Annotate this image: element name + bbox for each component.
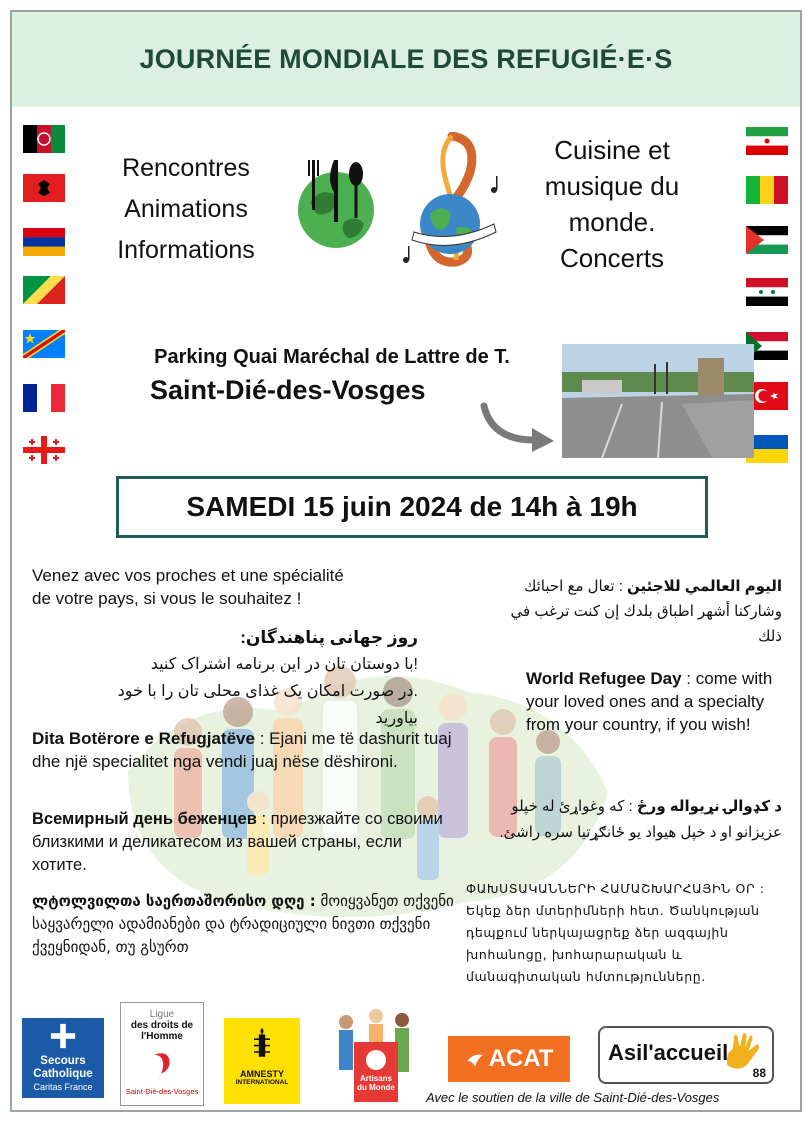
arabic-body: : تعال مع احبائك وشاركنا أشهر اطباق بلدك إن كنت ترغب في ذلك xyxy=(510,578,782,645)
poster xyxy=(10,10,802,1112)
russian-title: Всемирный день беженцев xyxy=(32,810,257,828)
ldh-line-3: l'Homme xyxy=(141,1031,183,1042)
dr-congo-flag xyxy=(23,330,65,358)
ldh-line-4: Saint-Dié-des-Vosges xyxy=(125,1087,199,1096)
location xyxy=(102,346,562,406)
georgia-flag xyxy=(23,436,65,464)
farsi-title: روز جهانی پناهندگان: xyxy=(240,628,418,647)
armenian-text: ՓԱԽՍՏԱԿԱՆՆԵՐԻ ՀԱՄԱՇԽԱՐՀԱՅԻՆ ՕՐ : Եկեք ձեր մտերիմների հետ. Ծանկության դեպքում ներկայացրեք ձեր ազգային խոհանոցը, խոհարարական և մանագիտական հմտությունները. xyxy=(466,881,765,984)
food-music-line-4: Concerts xyxy=(559,243,665,273)
arabic-title: اليوم العالمي للاجئين xyxy=(627,578,782,595)
georgian-text xyxy=(32,890,460,959)
activities-text xyxy=(100,148,272,271)
amnesty-line-1: AMNESTY xyxy=(239,1069,284,1079)
armenia-flag xyxy=(23,228,65,256)
food-music-line-3: monde. xyxy=(568,207,656,237)
asil-accueil-logo xyxy=(598,1026,774,1084)
secours-line-1: Secours xyxy=(40,1055,86,1067)
artisans-text xyxy=(354,1074,398,1092)
albanian-text xyxy=(32,727,464,773)
parking-photo xyxy=(562,344,754,458)
food-music-line-1: Cuisine et xyxy=(554,135,670,165)
page-title: JOURNÉE MONDIALE DES REFUGIÉ·E·S xyxy=(139,44,673,74)
location-address: Parking Quai Maréchal de Lattre de T. xyxy=(154,346,510,368)
syria-flag xyxy=(746,278,788,306)
pashto-body: : که وغواړئ له خپلو عزیزانو او د خپل هیواد یو ځانګړتیا سره راشئ. xyxy=(499,798,782,841)
albanian-body: : Ejani me të dashurit tuaj dhe një specialitet nga vendi juaj nëse dëshironi. xyxy=(32,729,452,771)
farsi-line-2: .در صورت امکان یک غذای محلی تان را با خود بیاورید xyxy=(117,683,418,727)
title-banner xyxy=(12,12,800,107)
music-globe-icon xyxy=(396,132,504,272)
event-date-box xyxy=(116,476,708,538)
candle-icon xyxy=(250,1024,274,1064)
artisans-line-1: Artisans xyxy=(359,1074,392,1083)
ldh-symbol-icon xyxy=(149,1048,175,1082)
ldh-line-1: Ligue xyxy=(149,1009,175,1020)
artisans-du-monde-logo xyxy=(330,1002,420,1106)
arabic-text xyxy=(510,574,782,649)
pashto-text xyxy=(488,794,782,846)
iran-flag xyxy=(746,127,788,155)
georgian-title: ლტოლვილთა საერთაშორისო დღე : xyxy=(32,892,316,910)
acat-bird-icon xyxy=(465,1049,485,1069)
activities-line-2: Animations xyxy=(124,195,248,223)
afghanistan-flag xyxy=(23,125,65,153)
food-music-line-2: musique du xyxy=(544,171,680,201)
arrow-icon xyxy=(478,400,558,456)
mali-flag xyxy=(746,176,788,204)
congo-flag xyxy=(23,276,65,304)
food-music-text xyxy=(524,132,700,276)
food-globe-icon xyxy=(290,152,382,252)
france-flag xyxy=(23,384,65,412)
secours-line-2: Catholique xyxy=(33,1068,93,1080)
asil-number: 88 xyxy=(752,1066,766,1080)
english-title: World Refugee Day xyxy=(526,669,682,688)
secours-line-3: Caritas France xyxy=(33,1082,93,1092)
asil-text: Asil'accueil xyxy=(608,1040,729,1065)
amnesty-line-2: INTERNATIONAL xyxy=(235,1079,289,1086)
english-body: : come with your loved ones and a specialty from your country, if you wish! xyxy=(526,669,773,734)
activities-line-1: Rencontres xyxy=(122,154,250,182)
russian-body: : приезжайте со своими близкими и деликатесом из вашей страны, если хотите. xyxy=(32,810,443,874)
activities-line-3: Informations xyxy=(117,236,255,264)
albania-flag xyxy=(23,174,65,202)
acat-logo xyxy=(448,1036,570,1082)
farsi-text xyxy=(72,624,418,732)
ldh-line-2: des droits de xyxy=(130,1020,194,1031)
amnesty-logo xyxy=(224,1018,300,1104)
ligue-droits-homme-logo xyxy=(120,1002,204,1106)
secours-catholique-logo xyxy=(22,1018,104,1098)
russian-text xyxy=(32,808,452,877)
albanian-title: Dita Botërore e Refugjatëve xyxy=(32,729,255,748)
support-credit: Avec le soutien de la ville de Saint-Dié-des-Vosges xyxy=(426,1090,720,1105)
english-text xyxy=(526,667,788,736)
palestine-flag xyxy=(746,226,788,254)
location-city: Saint-Dié-des-Vosges xyxy=(150,375,426,405)
georgian-body: მოიყვანეთ თქვენი საყვარელი ადამიანები და ტრადიციული ნივთი თქვენი ქვეყნიდან, თუ გსურთ xyxy=(32,892,454,956)
event-date: SAMEDI 15 juin 2024 de 14h à 19h xyxy=(186,491,638,522)
acat-text: ACAT xyxy=(488,1045,554,1072)
pashto-title: د کډوالۍ نړیواله ورځ xyxy=(636,798,782,815)
farsi-line-1: !با دوستان تان در این برنامه اشتراک کنید xyxy=(150,656,418,673)
artisans-line-2: du Monde xyxy=(357,1083,395,1092)
french-text: Venez avec vos proches et une spécialité de votre pays, si vous le souhaitez ! xyxy=(32,566,344,608)
